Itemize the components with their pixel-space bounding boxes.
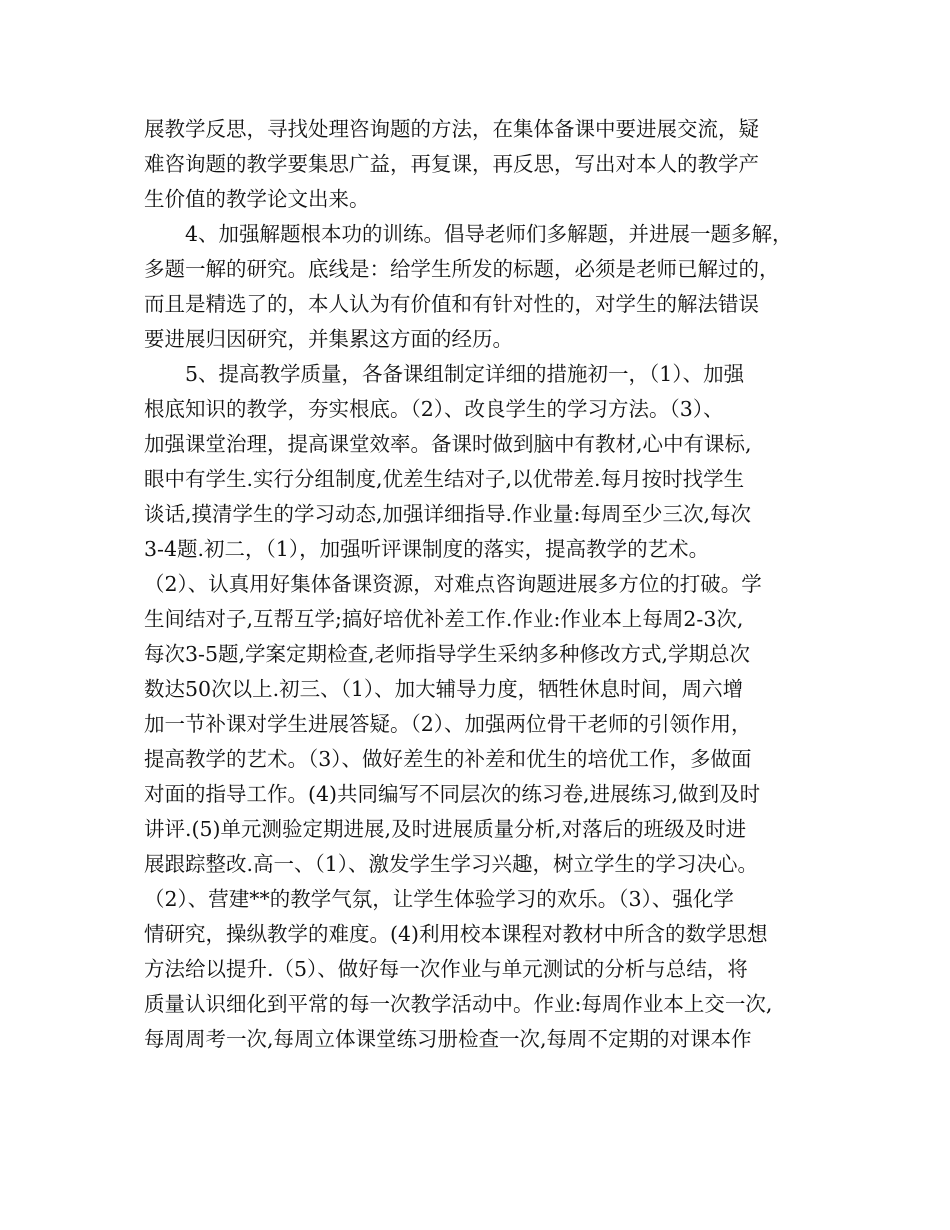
paragraph-continued — [144, 112, 824, 217]
text-line: 而且是精选了的，本人认为有价值和有针对性的，对学生的解法错误 — [144, 292, 759, 316]
text-line: 展跟踪整改.高一、（1）、激发学生学习兴趣，树立学生的学习决心。 — [144, 852, 759, 876]
text-line: （2）、营建**的教学气氛，让学生体验学习的欢乐。（3）、强化学 — [144, 887, 734, 911]
text-line: 要进展归因研究，并集累这方面的经历。 — [144, 327, 513, 351]
text-line: 展教学反思，寻找处理咨询题的方法，在集体备课中要进展交流，疑 — [144, 117, 759, 141]
text-line: 加强课堂治理，提高课堂效率。备课时做到脑中有教材,心中有课标, — [144, 432, 752, 456]
text-line: 情研究，操纵教学的难度。(4)利用校本课程对教材中所含的数学思想 — [144, 922, 768, 946]
text-line: 讲评.(5)单元测验定期进展,及时进展质量分析,对落后的班级及时进 — [144, 817, 747, 841]
paragraph-item-5 — [144, 357, 824, 1057]
body-text — [144, 112, 824, 1057]
text-line: 每周周考一次,每周立体课堂练习册检查一次,每周不定期的对课本作 — [144, 1027, 752, 1051]
text-line: 多题一解的研究。底线是：给学生所发的标题，必须是老师已解过的， — [144, 257, 780, 281]
text-line: 生价值的教学论文出来。 — [144, 187, 370, 211]
paragraph-item-4 — [144, 217, 824, 357]
text-line: 3-4题.初二，（1），加强听评课制度的落实，提高教学的艺术。 — [144, 537, 710, 561]
text-line: 对面的指导工作。(4)共同编写不同层次的练习卷,进展练习,做到及时 — [144, 782, 761, 806]
text-line: 4、加强解题根本功的训练。倡导老师们多解题，并进展一题多解， — [185, 222, 793, 246]
text-line: 生间结对子,互帮互学;搞好培优补差工作.作业:作业本上每周2-3次, — [144, 607, 744, 631]
text-line: （2）、认真用好集体备课资源，对难点咨询题进展多方位的打破。学 — [144, 572, 762, 596]
text-line: 根底知识的教学，夯实根底。（2）、改良学生的学习方法。（3）、 — [144, 397, 724, 421]
text-line: 数达50次以上.初三、（1）、加大辅导力度，牺牲休息时间，周六增 — [144, 677, 744, 701]
text-line: 5、提高教学质量，各备课组制定详细的措施初一，（1）、加强 — [185, 362, 745, 386]
text-line: 难咨询题的教学要集思广益，再复课，再反思，写出对本人的教学产 — [144, 152, 759, 176]
text-line: 谈话,摸清学生的学习动态,加强详细指导.作业量:每周至少三次,每次 — [144, 502, 751, 526]
text-line: 方法给以提升.（5）、做好每一次作业与单元测试的分析与总结，将 — [144, 957, 748, 981]
text-line: 提高教学的艺术。（3）、做好差生的补差和优生的培优工作，多做面 — [144, 747, 752, 771]
text-line: 每次3-5题,学案定期检查,老师指导学生采纳多种修改方式,学期总次 — [144, 642, 751, 666]
text-line: 质量认识细化到平常的每一次教学活动中。作业:每周作业本上交一次, — [144, 992, 773, 1016]
text-line: 眼中有学生.实行分组制度,优差生结对子,以优带差.每月按时找学生 — [144, 467, 745, 491]
text-line: 加一节补课对学生进展答疑。（2）、加强两位骨干老师的引领作用， — [144, 712, 752, 736]
